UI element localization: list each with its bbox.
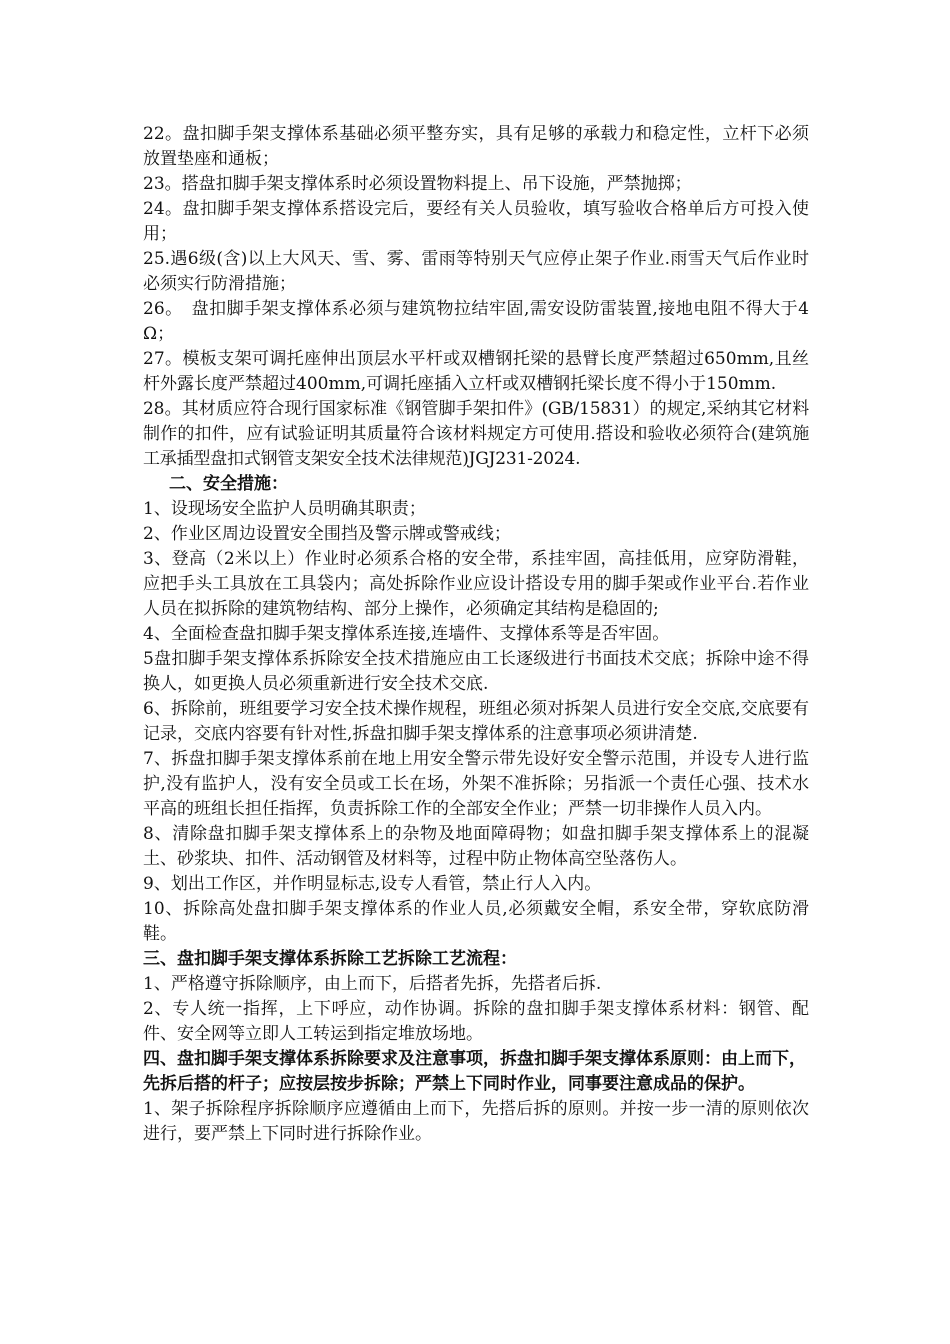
safety-item-3: 3、登高（2米以上）作业时必须系合格的安全带，系挂牢固，高挂低用，应穿防滑鞋，应把手头工具放在工具袋内；高处拆除作业应设计搭设专用的脚手架或作业平台.若作业人员在拟拆除的建筑物结构、部分上操作，必须确定其结构是稳固的; xyxy=(143,549,809,619)
safety-item-8: 8、清除盘扣脚手架支撑体系上的杂物及地面障碍物；如盘扣脚手架支撑体系上的混凝土、砂浆块、扣件、活动钢管及材料等，过程中防止物体高空坠落伤人。 xyxy=(143,824,809,869)
section-heading-dismantling-requirements: 四、盘扣脚手架支撑体系拆除要求及注意事项，拆盘扣脚手架支撑体系原则：由上而下，先拆后搭的杆子；应按层按步拆除；严禁上下同时作业，同事要注意成品的保护。 xyxy=(143,1049,806,1094)
safety-item-6: 6、拆除前，班组要学习安全技术操作规程，班组必须对拆架人员进行安全交底,交底要有记录，交底内容要有针对性,拆盘扣脚手架支撑体系的注意事项必须讲清楚. xyxy=(143,699,809,744)
safety-item-9: 9、划出工作区，并作明显标志,设专人看管，禁止行人入内。 xyxy=(143,874,602,894)
safety-item-10: 10、拆除高处盘扣脚手架支撑体系的作业人员,必须戴安全帽，系安全带，穿软底防滑鞋。 xyxy=(143,899,809,944)
paragraph-26: 26。 盘扣脚手架支撑体系必须与建筑物拉结牢固,需安设防雷装置,接地电阻不得大于4Ω； xyxy=(143,299,809,344)
process-item-2: 2、专人统一指挥，上下呼应，动作协调。拆除的盘扣脚手架支撑体系材料：钢管、配件、安全网等立即人工转运到指定堆放场地。 xyxy=(143,999,809,1044)
document-page xyxy=(143,122,809,1147)
safety-item-4: 4、全面检查盘扣脚手架支撑体系连接,连墙件、支撑体系等是否牢固。 xyxy=(143,624,670,644)
process-item-1: 1、严格遵守拆除顺序，由上而下，后搭者先拆，先搭者后拆. xyxy=(143,974,602,994)
paragraph-23: 23。搭盘扣脚手架支撑体系时必须设置物料提上、吊下设施，严禁抛掷； xyxy=(143,174,692,194)
paragraph-28: 28。其材质应符合现行国家标准《钢管脚手架扣件》(GB/15831）的规定,采纳其它材料制作的扣件，应有试验证明其质量符合该材料规定方可使用.搭设和验收必须符合(建筑施工承插型盘扣式钢管支架安全技术法律规范)JGJ231-2024. xyxy=(143,399,809,469)
requirement-item-1: 1、架子拆除程序拆除顺序应遵循由上而下，先搭后拆的原则。并按一步一清的原则依次进行，要严禁上下同时进行拆除作业。 xyxy=(143,1099,809,1144)
safety-item-5: 5盘扣脚手架支撑体系拆除安全技术措施应由工长逐级进行书面技术交底；拆除中途不得换人，如更换人员必须重新进行安全技术交底. xyxy=(143,649,809,694)
paragraph-25: 25.遇6级(含)以上大风天、雪、雾、雷雨等特别天气应停止架子作业.雨雪天气后作业时必须实行防滑措施； xyxy=(143,249,809,294)
safety-item-7: 7、拆盘扣脚手架支撑体系前在地上用安全警示带先设好安全警示范围，并设专人进行监护,没有监护人，没有安全员或工长在场，外架不准拆除；另指派一个责任心强、技术水平高的班组长担任指挥，负责拆除工作的全部安全作业；严禁一切非操作人员入内。 xyxy=(143,749,809,819)
section-heading-safety-measures: 二、安全措施： xyxy=(169,474,288,494)
safety-item-1: 1、设现场安全监护人员明确其职责； xyxy=(143,499,426,519)
paragraph-24: 24。盘扣脚手架支撑体系搭设完后，要经有关人员验收，填写验收合格单后方可投入使用； xyxy=(143,199,809,244)
paragraph-22: 22。盘扣脚手架支撑体系基础必须平整夯实，具有足够的承载力和稳定性，立杆下必须放置垫座和通板； xyxy=(143,124,809,169)
paragraph-27: 27。模板支架可调托座伸出顶层水平杆或双槽钢托梁的悬臂长度严禁超过650mm,且丝杆外露长度严禁超过400mm,可调托座插入立杆或双槽钢托梁长度不得小于150mm. xyxy=(143,349,809,394)
safety-item-2: 2、作业区周边设置安全围挡及警示牌或警戒线； xyxy=(143,524,511,544)
section-heading-dismantling-process: 三、盘扣脚手架支撑体系拆除工艺拆除工艺流程： xyxy=(143,949,517,969)
